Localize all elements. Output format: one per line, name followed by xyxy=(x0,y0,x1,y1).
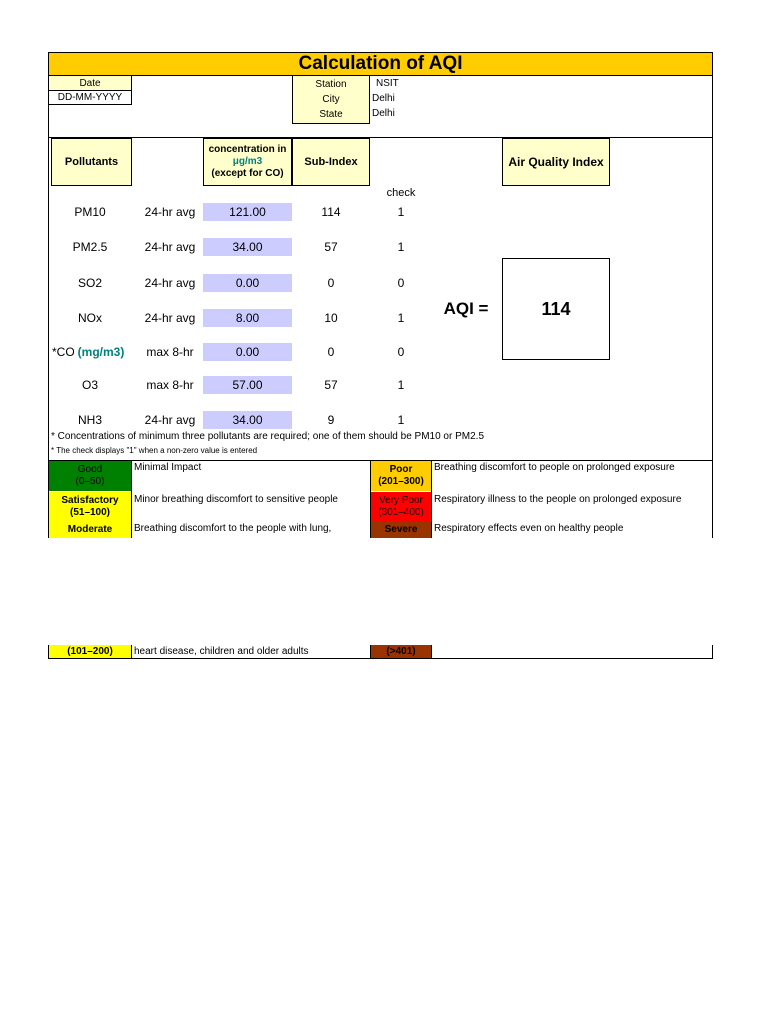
concentration-input[interactable]: 34.00 xyxy=(203,411,292,429)
date-field[interactable]: DD-MM-YYYY xyxy=(48,90,132,105)
check-value: 1 xyxy=(397,240,405,254)
averaging-period: 24-hr avg xyxy=(144,240,196,254)
check-value: 1 xyxy=(397,378,405,392)
city-value[interactable]: Delhi xyxy=(372,93,395,104)
state-value[interactable]: Delhi xyxy=(372,108,395,119)
concentration-input[interactable]: 121.00 xyxy=(203,203,292,221)
category-range: (301–400) xyxy=(378,507,424,518)
station-label: Station xyxy=(315,79,347,90)
category-desc: Minor breathing discomfort to sensitive people xyxy=(134,494,338,505)
aqi-label: AQI = xyxy=(443,299,489,318)
concentration-unit: μg/m3 xyxy=(232,156,263,167)
pollutant-name: O3 xyxy=(81,378,98,392)
category-divider xyxy=(131,645,132,659)
pollutant-name: NOx xyxy=(78,311,102,325)
category-range: (0–50) xyxy=(75,476,105,487)
check-value: 1 xyxy=(397,205,405,219)
sub-index-value: 0 xyxy=(327,345,335,359)
category-range: (51–100) xyxy=(69,507,111,518)
category-poor xyxy=(371,461,431,491)
category-desc: Respiratory effects even on healthy people xyxy=(434,523,624,534)
category-name: Very Poor xyxy=(379,495,423,506)
category-name: Poor xyxy=(389,464,413,475)
check-value: 1 xyxy=(397,311,405,325)
frame-left-border-lower xyxy=(48,645,49,659)
station-value[interactable]: NSIT xyxy=(376,78,399,89)
sub-index-value: 9 xyxy=(327,413,335,427)
averaging-period: max 8-hr xyxy=(146,345,194,359)
category-desc: heart disease, children and older adults xyxy=(134,646,309,657)
category-moderate-range: (101–200) xyxy=(49,645,131,658)
concentration-header xyxy=(203,138,292,186)
pollutant-name-co xyxy=(52,344,138,360)
sub-index-value: 114 xyxy=(321,205,341,219)
date-label: Date xyxy=(48,76,132,91)
sub-index-value: 57 xyxy=(324,378,338,392)
category-desc: Breathing discomfort to the people with lung, xyxy=(134,523,332,534)
pollutant-name: SO2 xyxy=(77,276,102,290)
pollutant-name: *CO xyxy=(52,345,75,359)
category-name: Satisfactory xyxy=(61,495,119,506)
category-divider xyxy=(431,460,432,538)
averaging-period: max 8-hr xyxy=(146,378,194,392)
aqi-header: Air Quality Index xyxy=(502,138,610,186)
concentration-input[interactable]: 34.00 xyxy=(203,238,292,256)
concentration-input[interactable]: 57.00 xyxy=(203,376,292,394)
note-check: * The check displays "1" when a non-zero value is entered xyxy=(51,446,258,455)
pollutants-header: Pollutants xyxy=(51,138,132,186)
category-desc: Breathing discomfort to people on prolonged exposure xyxy=(434,462,675,473)
sub-index-value: 57 xyxy=(324,240,338,254)
category-range: (201–300) xyxy=(378,476,424,487)
category-desc: Respiratory illness to the people on prolonged exposure xyxy=(434,494,682,505)
check-value: 0 xyxy=(397,276,405,290)
category-divider xyxy=(370,460,371,538)
station-labels xyxy=(292,76,370,124)
category-moderate-name: Moderate xyxy=(49,522,131,538)
aqi-value: 114 xyxy=(502,258,610,360)
averaging-period: 24-hr avg xyxy=(144,311,196,325)
category-desc: Minimal Impact xyxy=(134,462,202,473)
pollutant-name: NH3 xyxy=(77,413,102,427)
sheet-title: Calculation of AQI xyxy=(48,52,713,76)
frame-right-border xyxy=(712,76,713,538)
concentration-input[interactable]: 0.00 xyxy=(203,274,292,292)
pollutant-name: PM10 xyxy=(74,205,106,219)
subindex-header: Sub-Index xyxy=(292,138,370,186)
category-bottom-border xyxy=(48,658,713,659)
category-severe-range: (>401) xyxy=(371,645,431,658)
category-very-poor xyxy=(371,492,431,522)
concentration-input[interactable]: 0.00 xyxy=(203,343,292,361)
category-good xyxy=(49,461,131,491)
state-label: State xyxy=(319,109,343,120)
co-unit: (mg/m3) xyxy=(77,345,125,359)
category-divider xyxy=(131,460,132,538)
averaging-period: 24-hr avg xyxy=(144,276,196,290)
check-value: 0 xyxy=(397,345,405,359)
category-severe-name: Severe xyxy=(371,522,431,538)
concentration-header-line1: concentration in xyxy=(208,144,287,155)
concentration-input[interactable]: 8.00 xyxy=(203,309,292,327)
averaging-period: 24-hr avg xyxy=(144,413,196,427)
sub-index-value: 10 xyxy=(324,311,338,325)
averaging-period: 24-hr avg xyxy=(144,205,196,219)
concentration-header-line3: (except for CO) xyxy=(211,168,284,179)
frame-right-border-lower xyxy=(712,645,713,659)
pollutant-name: PM2.5 xyxy=(72,240,108,254)
check-value: 1 xyxy=(397,413,405,427)
category-satisfactory xyxy=(49,492,131,522)
category-divider xyxy=(370,645,371,659)
note-min-pollutants: * Concentrations of minimum three pollutants are required; one of them should be PM10 or PM2.5 xyxy=(51,431,485,442)
category-name: Good xyxy=(77,464,103,475)
check-header: check xyxy=(386,187,416,199)
sub-index-value: 0 xyxy=(327,276,335,290)
city-label: City xyxy=(322,94,340,105)
header-divider xyxy=(48,137,713,138)
category-divider xyxy=(431,645,432,659)
